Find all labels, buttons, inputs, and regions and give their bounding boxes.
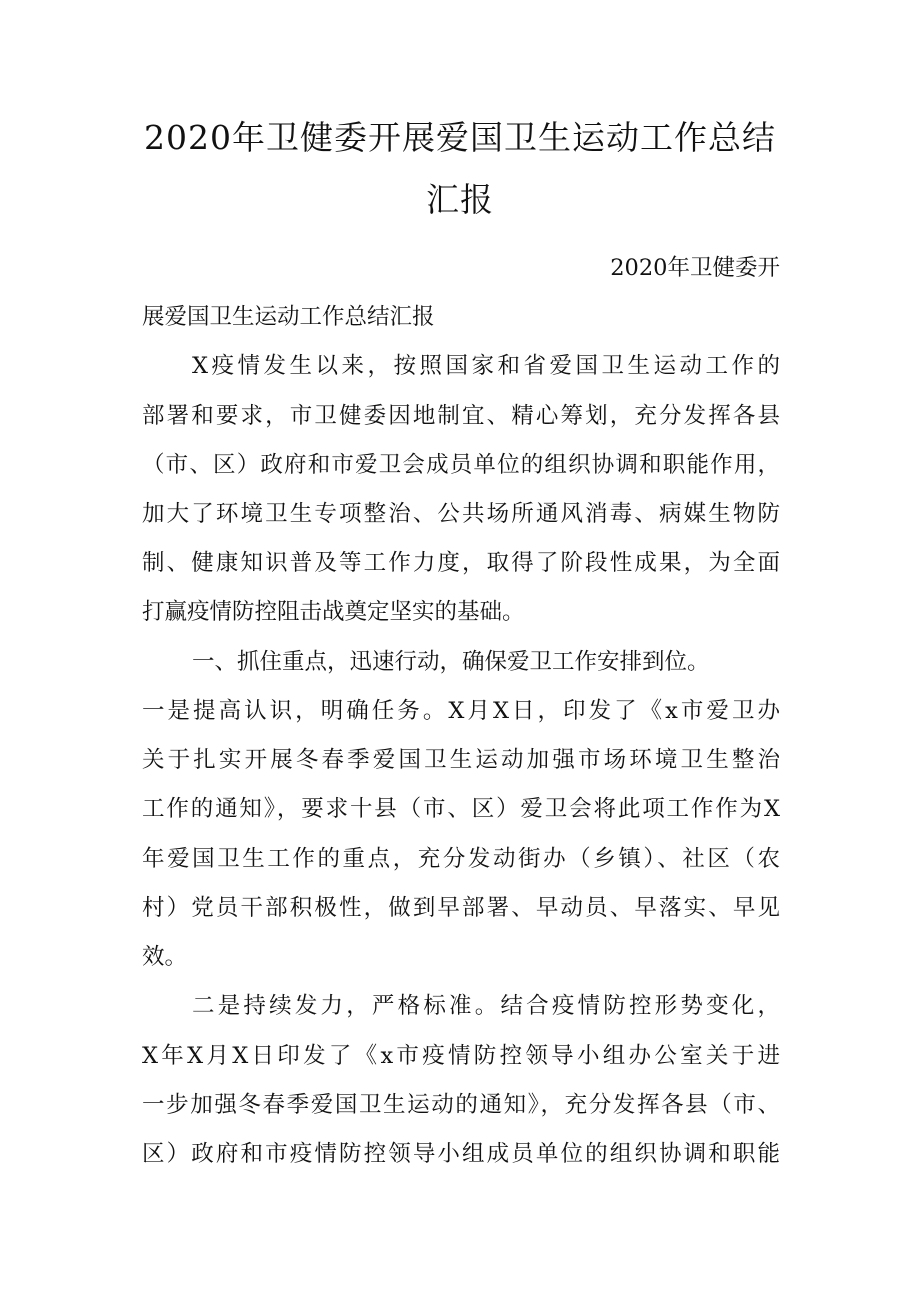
- paragraph-line: 制、健康知识普及等工作力度，取得了阶段性成果，为全面: [142, 550, 780, 576]
- paragraph-line: 效。: [142, 944, 188, 970]
- paragraph-line: 一步加强冬春季爱国卫生运动的通知》，充分发挥各县（市、: [142, 1092, 780, 1118]
- paragraph-line: 工作的通知》，要求十县（市、区）爱卫会将此项工作作为X: [142, 796, 780, 822]
- document-title-line-2: 汇报: [426, 180, 494, 219]
- paragraph-line: X疫情发生以来，按照国家和省爱国卫生运动工作的: [192, 353, 780, 379]
- paragraph-line: 部署和要求，市卫健委因地制宜、精心筹划，充分发挥各县: [142, 403, 780, 429]
- subtitle-line-2: 展爱国卫生运动工作总结汇报: [142, 304, 435, 330]
- paragraph-line: 村）党员干部积极性，做到早部署、早动员、早落实、早见: [142, 895, 780, 921]
- subtitle-line-1: 2020年卫健委开: [610, 255, 780, 281]
- paragraph-line: 区）政府和市疫情防控领导小组成员单位的组织协调和职能: [142, 1141, 780, 1167]
- paragraph-line: 年爱国卫生工作的重点，充分发动街办（乡镇）、社区（农: [142, 846, 780, 872]
- paragraph-line: 一是提高认识，明确任务。X月X日，印发了《x市爱卫办: [142, 698, 780, 724]
- paragraph-line: 关于扎实开展冬春季爱国卫生运动加强市场环境卫生整治: [142, 747, 780, 773]
- section-heading: 一、抓住重点，迅速行动，确保爱卫工作安排到位。: [192, 649, 710, 675]
- paragraph-line: 打赢疫情防控阻击战奠定坚实的基础。: [142, 599, 525, 625]
- document-title-line-1: 2020年卫健委开展爱国卫生运动工作总结: [144, 118, 776, 157]
- paragraph-line: 加大了环境卫生专项整治、公共场所通风消毒、病媒生物防: [142, 501, 780, 527]
- paragraph-line: （市、区）政府和市爱卫会成员单位的组织协调和职能作用，: [142, 452, 780, 478]
- paragraph-line: 二是持续发力，严格标准。结合疫情防控形势变化，: [192, 993, 780, 1019]
- paragraph-line: X年X月X日印发了《x市疫情防控领导小组办公室关于进: [142, 1043, 780, 1069]
